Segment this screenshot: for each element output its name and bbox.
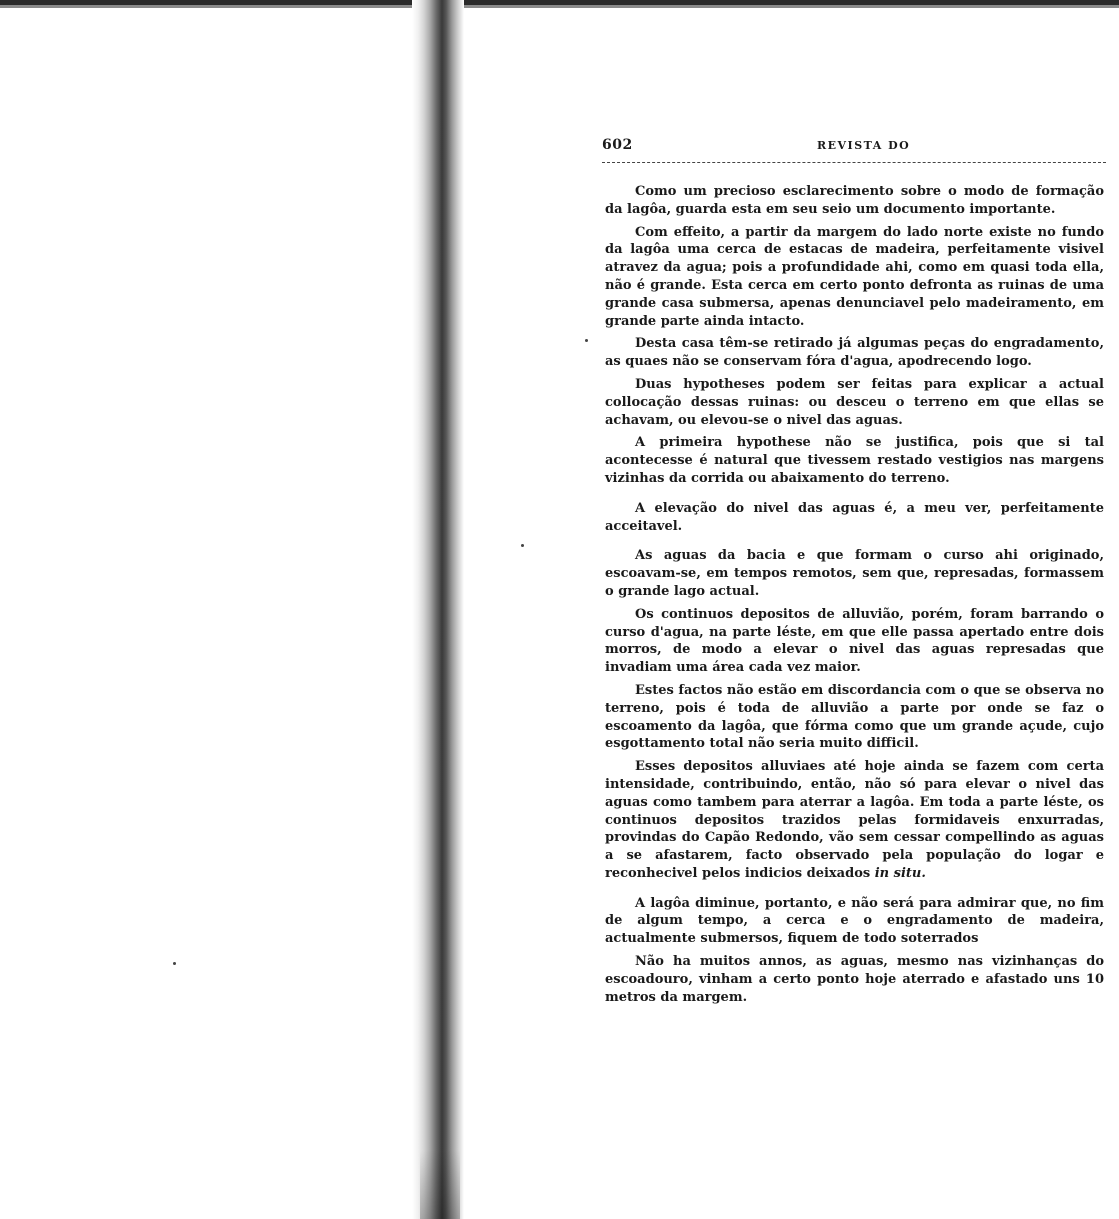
header-rule [602,162,1106,163]
scan-speck [173,962,176,965]
paragraph: A primeira hypothese não se justifica, pois que si tal acontecesse é natural que tivessem restado vestigios nas margens vizinhas da corrida ou abaixamento do terreno. [605,435,1104,486]
paragraph: As aguas da bacia e que formam o curso ahi originado, escoavam-se, em tempos remotos, sem que, represadas, formassem o grande lago actual. [605,548,1104,599]
running-title: REVISTA DO [817,139,911,152]
scan-speck [585,339,588,342]
paragraph: A elevação do nivel das aguas é, a meu ver, perfeitamente acceitavel. [605,500,1104,534]
paragraph: Duas hypotheses podem ser feitas para explicar a actual collocação dessas ruinas: ou desceu o terreno em que ellas se achavam, ou elevou-se o nivel das aguas. [605,376,1104,428]
paragraph-text: Esses depositos alluviaes até hoje ainda se fazem com certa intensidade, contribuindo, então, não só para elevar o nivel das aguas como tambem para aterrar a lagôa. Em toda a parte léste, os continuos depositos trazidos pelas formidaveis enxurradas, provindas do Capão Redondo, vão sem cessar compellindo as aguas a se afastarem, facto observado pela população do logar e reconhecivel pelos indicios deixados [605,759,1104,881]
paragraph [605,758,1104,883]
italic-phrase: in situ. [874,865,926,881]
paragraph: Desta casa têm-se retirado já algumas peças do engradamento, as quaes não se conservam fóra d'agua, apodrecendo logo. [605,336,1104,370]
scan-top-edge-shadow [0,5,1119,8]
paragraph: Como um precioso esclarecimento sobre o modo de formação da lagôa, guarda esta em seu seio um documento importante. [605,184,1104,217]
paragraph: Com effeito, a partir da margem do lado norte existe no fundo da lagôa uma cerca de estacas de madeira, perfeitamente visivel atravez da agua; pois a profundidade ahi, como em quasi toda ella, não é grande. Esta cerca em certo ponto defronta as ruinas de uma grande casa submersa, apenas denunciavel pelo madeiramento, em grande parte ainda intacto. [605,224,1104,329]
paragraph: Estes factos não estão em discordancia com o que se observa no terreno, pois é toda de alluvião a parte por onde se faz o escoamento da lagôa, que fórma como que um grande açude, cujo esgottamento total não seria muito difficil. [605,682,1104,752]
page-header [602,137,1106,157]
paragraph: Não ha muitos annos, as aguas, mesmo nas vizinhanças do escoadouro, vinham a certo ponto hoje aterrado e afastado uns 10 metros da margem. [605,954,1104,1005]
body-text [605,183,1104,1011]
paragraph: A lagôa diminue, portanto, e não será para admirar que, no fim de algum tempo, a cerca e o engradamento de madeira, actualmente submersos, fiquem de todo soterrados [605,895,1104,947]
page-number: 602 [602,137,633,153]
scan-speck [521,544,524,547]
book-gutter [412,0,464,1219]
paragraph: Os continuos depositos de alluvião, porém, foram barrando o curso d'agua, na parte léste, em que elle passa apertado entre dois morros, de modo a elevar o nivel das aguas represadas que invadiam uma área cada vez maior. [605,606,1104,676]
gutter-shadow [420,1150,460,1219]
